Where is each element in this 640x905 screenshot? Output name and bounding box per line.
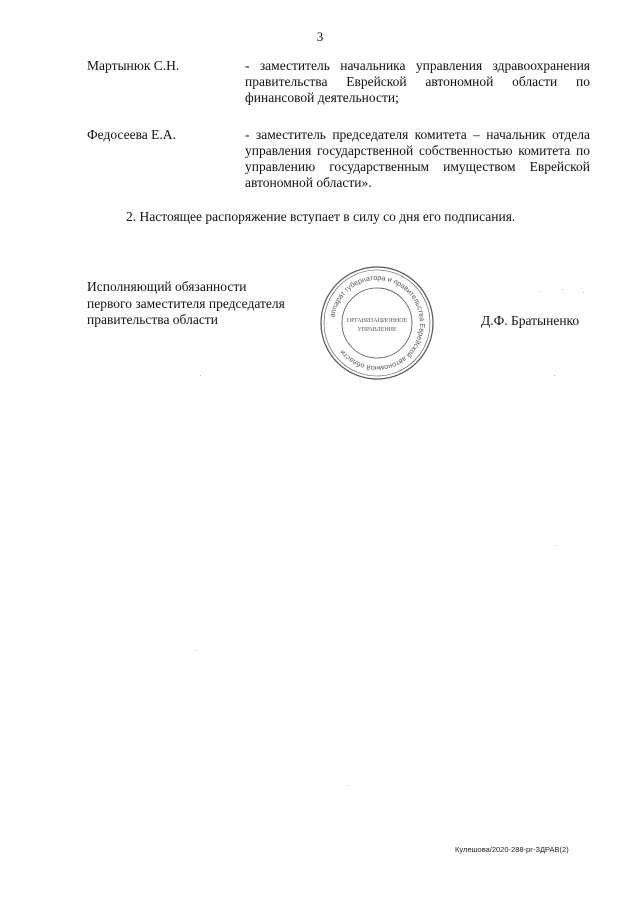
document-code: Кулешова/2020-288-рг-ЗДРАВ(2) <box>455 845 569 854</box>
member-name: Мартынюк С.Н. <box>87 58 180 73</box>
scan-speck <box>562 289 563 290</box>
seal-center-text: ОРГАНИЗАЦИОННОЕ <box>346 318 408 324</box>
scan-speck <box>556 545 557 546</box>
member-role: - заместитель начальника управления здравоохранения правительства Еврейской автономной области по финансовой деятельности; <box>245 58 590 105</box>
clause-text: 2. Настоящее распоряжение вступает в силу со дня его подписания. <box>126 209 516 224</box>
page-number: 3 <box>316 29 324 44</box>
member-name: Федосеева Е.А. <box>87 127 176 142</box>
scan-speck <box>200 375 201 376</box>
member-role: - заместитель председателя комитета – начальник отдела управления государственной собственностью комитета по управлению государственным имуществом Еврейской автономной области». <box>245 127 590 190</box>
scan-speck <box>554 375 555 376</box>
signer-name: Д.Ф. Братыненко <box>481 313 580 328</box>
official-seal <box>317 263 437 383</box>
scan-speck <box>540 291 541 292</box>
signer-position: Исполняющий обязанности первого заместителя председателя правительства области <box>87 279 285 327</box>
scan-speck <box>583 292 584 293</box>
seal-center-text: УПРАВЛЕНИЕ <box>357 327 397 333</box>
scan-speck <box>348 785 349 786</box>
seal-ring-text: аппарат губернатора и правительства Еврейской автономной области <box>327 272 428 374</box>
scan-speck <box>196 650 197 651</box>
